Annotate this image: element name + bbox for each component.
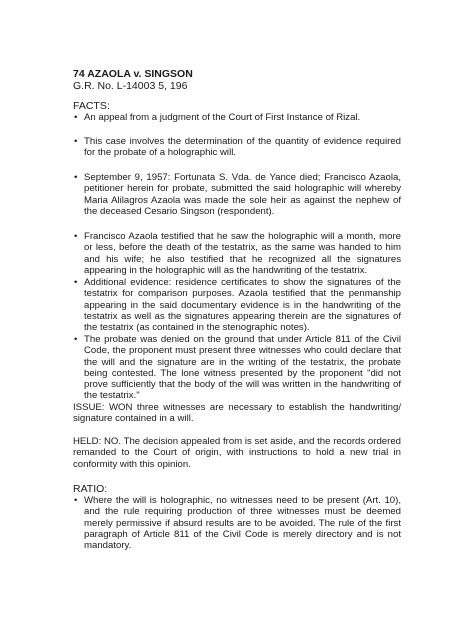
facts-item-text: The probate was denied on the ground that under Article 811 of the Civil Code, the proponent must present three witnesses who could declare that the will and the signature are in the writing of the testatrix, the probate being contested. The lone witness presented by the proponent "did not prove sufficiently that the body of the will was written in the handwriting of the testatrix." (84, 334, 401, 402)
held-paragraph: HELD: NO. The decision appealed from is set aside, and the records ordered remanded to the Court of origin, with instructions to hold a new trial in conformity with this opinion. (73, 436, 401, 470)
bullet-icon: • (74, 277, 78, 288)
gr-number: G.R. No. L-14003 5, 196 (73, 80, 188, 92)
facts-item (73, 277, 401, 333)
facts-item (73, 112, 401, 123)
facts-item (73, 172, 401, 217)
bullet-icon: • (74, 231, 78, 242)
bullet-icon: • (74, 334, 78, 345)
bullet-icon: • (74, 172, 78, 183)
facts-item (73, 136, 401, 159)
facts-item-text: An appeal from a judgment of the Court of First Instance of Rizal. (84, 112, 361, 123)
case-title: 74 AZAOLA v. SINGSON (73, 68, 193, 80)
facts-heading: FACTS: (73, 100, 110, 112)
facts-item (73, 231, 401, 276)
ratio-item-text: Where the will is holographic, no witnesses need to be present (Art. 10), and the rule requiring production of three witnesses must be deemed merely permissive if absurd results are to be avoided. The rule of the first paragraph of Article 811 of the Civil Code is merely directory and is not mandatory. (84, 495, 401, 552)
facts-item-text: September 9, 1957: Fortunata S. Vda. de Yance died; Francisco Azaola, petitioner herein for probate, submitted the said holographic will whereby Maria Alilagros Azaola was made the sole heir as against the nephew of the deceased Cesario Singson (respondent). (84, 172, 401, 217)
ratio-item (73, 495, 401, 551)
bullet-icon: • (74, 495, 78, 506)
facts-item-text: Francisco Azaola testified that he saw the holographic will a month, more or less, before the death of the testatrix, as the same was handed to him and his wife; he also testified that he recognized all the signatures appearing in the holographic will as the handwriting of the testatrix. (84, 231, 401, 276)
issue-paragraph: ISSUE: WON three witnesses are necessary to establish the handwriting/ signature contained in a will. (73, 402, 401, 425)
bullet-icon: • (74, 136, 78, 147)
bullet-icon: • (74, 112, 78, 123)
facts-item (73, 334, 401, 402)
facts-item-text: Additional evidence: residence certificates to show the signatures of the testatrix for comparison purposes. Azaola testified that the penmanship appearing in the said documentary evidence is in the handwriting of the testatrix as well as the signatures appearing therein are the signatures of the testatrix (as contained in the stenographic notes). (84, 277, 401, 334)
ratio-heading: RATIO: (73, 483, 108, 495)
facts-item-text: This case involves the determination of the quantity of evidence required for the probate of a holographic will. (84, 136, 401, 159)
